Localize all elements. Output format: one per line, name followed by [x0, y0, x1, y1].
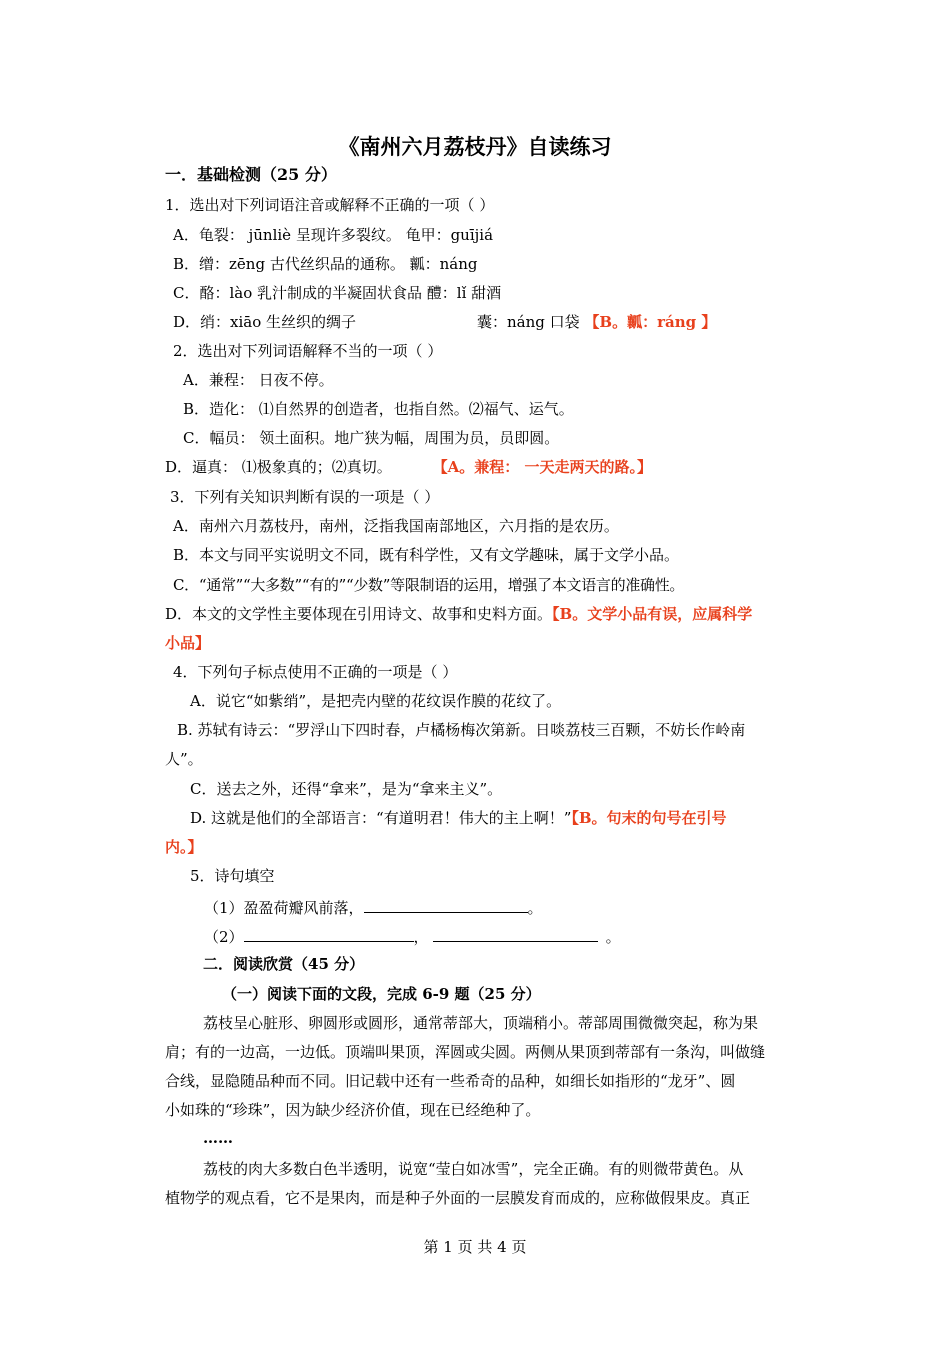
- q5-line2-mid: ，: [413, 928, 429, 946]
- q5-line1-prefix: （1）盈盈荷瓣风前落，: [204, 899, 364, 917]
- q4-option-d-text: D. 这就是他们的全部语言：“有道明君！伟大的主上啊！”: [190, 809, 572, 827]
- q5-blank-1[interactable]: [364, 896, 528, 913]
- q1-option-a: A．龟裂： jūnliè 呈现许多裂纹。 龟甲：guījiá: [173, 226, 494, 244]
- passage-p1-line3: 合线，显隐随品种而不同。旧记载中还有一些希奇的品种，如细长如指形的“龙牙”、圆: [165, 1072, 736, 1090]
- q1-option-d-text: D．绡：xiāo 生丝织的绸子: [173, 313, 357, 331]
- q3-option-d: [165, 604, 805, 624]
- q5-line2: [204, 925, 844, 947]
- q2-option-c: C．幅员： 领土面积。地广狭为幅，周围为员，员即圆。: [183, 429, 560, 447]
- q1-option-d-extra: [477, 312, 807, 332]
- q5-stem: 5．诗句填空: [190, 867, 275, 885]
- q5-line1-suffix: 。: [527, 899, 543, 917]
- q4-answer-part2: 内。】: [165, 838, 203, 856]
- q3-answer-part1: 【B。文学小品有误，应属科学: [552, 605, 753, 623]
- passage-p2-line1: 荔枝的肉大多数白色半透明，说宽“莹白如冰雪”，完全正确。有的则微带黄色。从: [203, 1160, 744, 1178]
- q4-stem: 4．下列句子标点使用不正确的一项是（ ）: [173, 663, 458, 681]
- document-title: 《南州六月荔枝丹》自读练习: [338, 134, 612, 159]
- q2-stem: 2．选出对下列词语解释不当的一项（ ）: [173, 342, 443, 360]
- q1-option-b: B．缯：zēng 古代丝织品的通称。 瓤：náng: [173, 255, 478, 273]
- q5-line2-suffix: 。: [605, 928, 621, 946]
- q2-option-a: A．兼程： 日夜不停。: [183, 371, 334, 389]
- q1-option-d-extra-text: 囊：náng 口袋: [477, 313, 580, 331]
- q1-stem: 1．选出对下列词语注音或解释不正确的一项（ ）: [165, 196, 495, 214]
- q3-answer-continued: [165, 633, 805, 653]
- passage-p1-line2: 肩；有的一边高，一边低。顶端叫果顶，浑圆或尖圆。两侧从果顶到蒂部有一条沟，叫做缝: [165, 1043, 766, 1061]
- q3-option-a: A．南州六月荔枝丹，南州，泛指我国南部地区，六月指的是农历。: [173, 517, 619, 535]
- q4-option-a: A．说它“如紫绡”，是把壳内壁的花纹误作膜的花纹了。: [190, 692, 562, 710]
- q4-answer-part1: 【B。句末的句号在引号: [571, 809, 727, 827]
- q4-option-d: [190, 808, 830, 828]
- q3-option-d-text: D．本文的文学性主要体现在引用诗文、故事和史料方面。: [165, 605, 553, 623]
- q5-blank-3[interactable]: [433, 925, 598, 942]
- section-heading-reading: 二．阅读欣赏（45 分）: [203, 955, 365, 973]
- q4-option-b-line1: B. 苏轼有诗云：“罗浮山下四时春，卢橘杨梅次第新。日啖荔枝三百颗，不妨长作岭南: [177, 721, 746, 739]
- q1-answer: 【B。瓤：ráng 】: [584, 313, 717, 331]
- q2-option-d-text: D．逼真： ⑴极象真的；⑵真切。: [165, 458, 392, 476]
- q3-option-c: C．“通常”“大多数”“有的”“少数”等限制语的运用，增强了本文语言的准确性。: [173, 576, 685, 594]
- passage-p2-line2: 植物学的观点看，它不是果肉，而是种子外面的一层膜发育而成的，应称做假果皮。真正: [165, 1189, 751, 1207]
- q5-line2-prefix: （2）: [204, 928, 244, 946]
- q4-answer-continued: [165, 837, 805, 857]
- page-footer: 第 1 页 共 4 页: [423, 1238, 527, 1256]
- q3-stem: 3．下列有关知识判断有误的一项是（ ）: [170, 488, 440, 506]
- q5-line1: [204, 896, 844, 918]
- passage-p1-line4: 小如珠的“珍珠”，因为缺少经济价值，现在已经绝种了。: [165, 1101, 541, 1119]
- passage-ellipsis: ……: [203, 1129, 233, 1147]
- q3-option-b: B．本文与同平实说明文不同，既有科学性，又有文学趣味，属于文学小品。: [173, 546, 680, 564]
- q2-option-d: [165, 457, 805, 477]
- q2-answer: 【A。兼程： 一天走两天的路。】: [432, 458, 652, 476]
- q1-option-c: C．酪：lào 乳汁制成的半凝固状食品 醴：lǐ 甜酒: [173, 284, 502, 302]
- reading-subsection-heading: （一）阅读下面的文段，完成 6-9 题（25 分）: [222, 985, 541, 1003]
- section-heading-basic: 一．基础检测（25 分）: [165, 165, 337, 184]
- q2-option-b: B．造化： ⑴自然界的创造者，也指自然。⑵福气、运气。: [183, 400, 574, 418]
- q4-option-c: C．送去之外，还得“拿来”，是为“拿来主义”。: [190, 780, 503, 798]
- passage-p1-line1: 荔枝呈心脏形、卵圆形或圆形，通常蒂部大，顶端稍小。蒂部周围微微突起，称为果: [203, 1014, 759, 1032]
- q3-answer-part2: 小品】: [165, 634, 211, 652]
- q5-blank-2[interactable]: [244, 925, 414, 942]
- q4-option-b-line2: 人”。: [165, 750, 203, 768]
